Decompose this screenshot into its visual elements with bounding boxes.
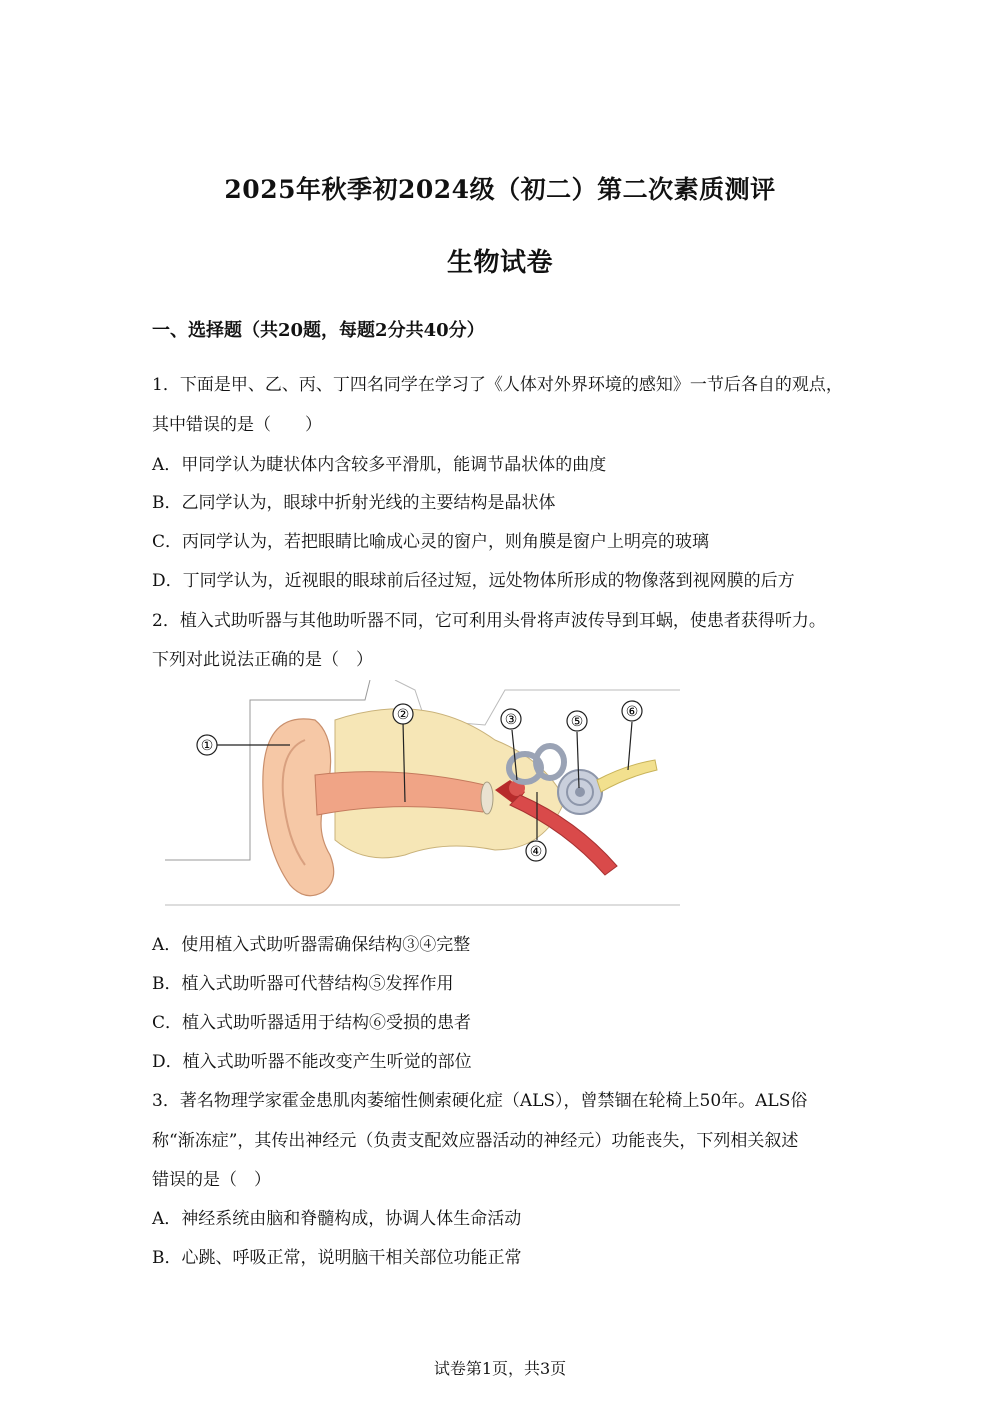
question-2-option-d: D．植入式助听器不能改变产生听觉的部位 bbox=[152, 1052, 472, 1072]
question-1-stem-line-1: 1．下面是甲、乙、丙、丁四名同学在学习了《人体对外界环境的感知》一节后各自的观点， bbox=[152, 375, 843, 395]
ear-diagram bbox=[165, 680, 685, 910]
question-3-stem-line-1: 3．著名物理学家霍金患肌肉萎缩性侧索硬化症（ALS），曾禁锢在轮椅上50年。ALS俗 bbox=[152, 1091, 808, 1111]
label-4: ④ bbox=[529, 844, 543, 860]
question-2-option-b: B．植入式助听器可代替结构⑤发挥作用 bbox=[152, 974, 454, 994]
exam-subtitle: 生物试卷 bbox=[446, 248, 553, 278]
question-2-stem-line-2: 下列对此说法正确的是（ ） bbox=[152, 650, 373, 670]
label-5: ⑤ bbox=[570, 714, 584, 730]
label-1: ① bbox=[200, 738, 214, 754]
question-3-stem-line-3: 错误的是（ ） bbox=[152, 1170, 271, 1190]
question-3-option-b: B．心跳、呼吸正常，说明脑干相关部位功能正常 bbox=[152, 1248, 522, 1268]
section-heading: 一、选择题（共20题，每题2分共40分） bbox=[152, 320, 485, 341]
question-2-option-a: A．使用植入式助听器需确保结构③④完整 bbox=[152, 935, 471, 955]
page-footer: 试卷第1页，共3页 bbox=[433, 1359, 567, 1378]
question-1-option-a: A．甲同学认为睫状体内含较多平滑肌，能调节晶状体的曲度 bbox=[152, 455, 607, 475]
question-3-option-a: A．神经系统由脑和脊髓构成，协调人体生命活动 bbox=[152, 1209, 522, 1229]
label-2: ② bbox=[396, 707, 410, 723]
exam-title: 2025年秋季初2024级（初二）第二次素质测评 bbox=[224, 175, 776, 204]
question-2-stem-line-1: 2．植入式助听器与其他助听器不同，它可利用头骨将声波传导到耳蜗，使患者获得听力。 bbox=[152, 611, 826, 631]
label-6: ⑥ bbox=[625, 704, 639, 720]
ear-structure-figure bbox=[165, 680, 685, 910]
question-1-stem-line-2: 其中错误的是（ ） bbox=[152, 415, 322, 435]
question-1-option-d: D．丁同学认为，近视眼的眼球前后径过短，远处物体所形成的物像落到视网膜的后方 bbox=[152, 571, 795, 591]
question-1-option-c: C．丙同学认为，若把眼睛比喻成心灵的窗户，则角膜是窗户上明亮的玻璃 bbox=[152, 532, 710, 552]
question-3-stem-line-2: 称“渐冻症”，其传出神经元（负责支配效应器活动的神经元）功能丧失，下列相关叙述 bbox=[152, 1131, 799, 1151]
question-1-option-b: B．乙同学认为，眼球中折射光线的主要结构是晶状体 bbox=[152, 493, 556, 513]
label-3: ③ bbox=[504, 712, 518, 728]
question-2-option-c: C．植入式助听器适用于结构⑥受损的患者 bbox=[152, 1013, 472, 1033]
